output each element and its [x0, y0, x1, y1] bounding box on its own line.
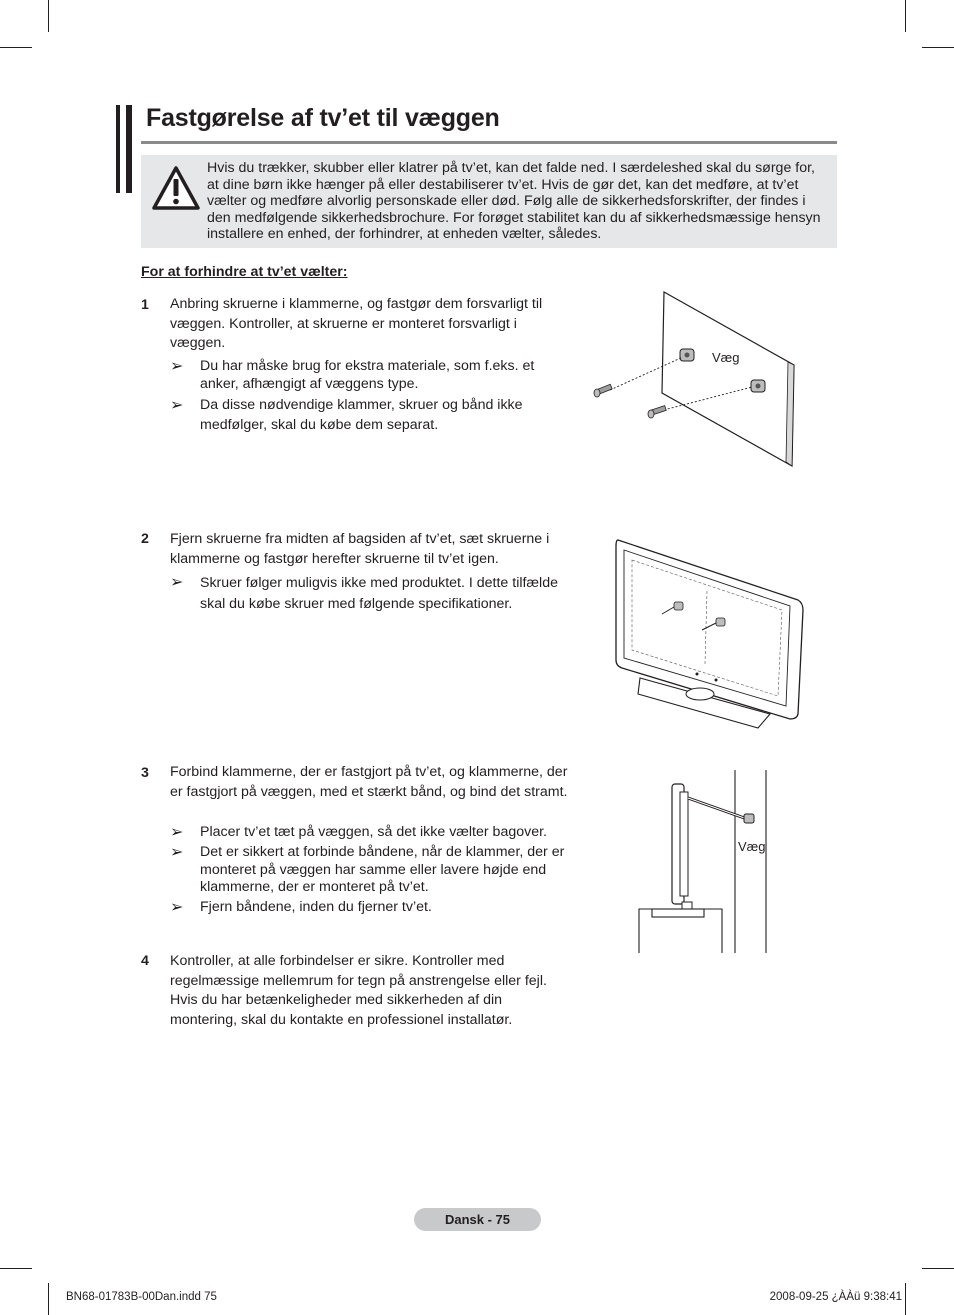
crop-mark	[905, 1283, 906, 1315]
wall-bracket-illustration	[588, 290, 798, 470]
section-subheading: For at forhindre at tv’et vælter:	[141, 264, 348, 280]
step-text: Kontroller, at alle forbindelser er sikre. Kontroller med regelmæssige mellemrum for tegn på anstrengelse eller fejl. Hvis du har betænkeligheder med sikkerheden af din montering, skal du kontakte en professionel installatør.	[170, 953, 547, 1028]
screw-icon	[648, 406, 666, 418]
wall-bracket	[751, 380, 765, 392]
step-number: 1	[141, 297, 149, 313]
screw-icon	[594, 384, 612, 397]
wall-bracket	[680, 349, 694, 361]
crop-mark	[922, 1268, 954, 1269]
crop-mark	[905, 0, 906, 32]
note-text: Da disse nødvendige klammer, skruer og bånd ikke medfølger, skal du købe dem separat.	[200, 397, 523, 433]
wall-label: Væg	[738, 839, 766, 854]
arrow-icon: ➢	[170, 574, 184, 591]
footer-file-info: BN68-01783B-00Dan.indd 75	[66, 1291, 217, 1303]
crop-mark	[48, 1283, 49, 1315]
note-text: Skruer følger muligvis ikke med produktet. I dette tilfælde skal du købe skruer med følgende specifikationer.	[200, 575, 558, 612]
step-text: Forbind klammerne, der er fastgjort på tv’et, og klammerne, der er fastgjort på væggen, med et stærkt bånd, og bind det stramt.	[170, 764, 568, 800]
warning-icon	[151, 165, 201, 211]
note	[170, 396, 570, 435]
warning-box	[141, 155, 837, 248]
crop-mark	[922, 47, 954, 48]
wall-label: Væg	[712, 350, 740, 365]
note-text: Det er sikkert at forbinde båndene, når de klammer, der er monteret på væggen har samme eller lavere højde end klammerne, der er monteret på tv’et.	[200, 844, 565, 896]
arrow-icon: ➢	[170, 844, 184, 861]
warning-text: Hvis du trækker, skubber eller klatrer på tv’et, kan det falde ned. I særdeleshed skal du sørge for, at dine børn ikke hænger på eller destabiliserer tv’et. Hvis de gør det, kan det medføre, at tv’et vælter og medføre alvorlig personskade eller død. Følg alle de sikkerhedsforskrifter, der findes i den medfølgende sikkerhedsbrochure. For forøget stabilitet kan du af sikkerhedsmæssige hensyn installere en enhed, der forhindrer, at enheden vælter, således.	[207, 160, 821, 243]
crop-mark	[0, 1268, 32, 1269]
wall-bracket	[744, 814, 754, 823]
tv-back-illustration	[612, 536, 808, 732]
step-number: 4	[141, 953, 149, 969]
step-number: 2	[141, 531, 149, 547]
title-rule	[141, 141, 837, 144]
arrow-icon: ➢	[170, 824, 184, 841]
note-text: Fjern båndene, inden du fjerner tv’et.	[200, 899, 432, 915]
step-text: Fjern skruerne fra midten af bagsiden af tv’et, sæt skruerne i klammerne og fastgør herefter skruerne til tv’et igen.	[170, 531, 550, 567]
arrow-icon: ➢	[170, 899, 184, 916]
note-text: Du har måske brug for ekstra materiale, som f.eks. et anker, afhængigt af væggens type.	[200, 358, 535, 392]
page-number: Dansk - 75	[414, 1208, 541, 1231]
note	[170, 899, 570, 917]
note	[170, 824, 570, 842]
title-accent-bar	[116, 105, 132, 193]
step-text: Anbring skruerne i klammerne, og fastgør dem forsvarligt til væggen. Kontroller, at skruerne er monteret forsvarligt i væggen.	[170, 296, 543, 352]
page-title: Fastgørelse af tv’et til væggen	[146, 104, 500, 132]
note-text: Placer tv’et tæt på væggen, så det ikke vælter bagover.	[200, 824, 547, 840]
arrow-icon: ➢	[170, 397, 184, 414]
tv-strap-side-illustration	[636, 770, 770, 955]
step-number: 3	[141, 765, 149, 781]
note	[170, 573, 570, 614]
arrow-icon: ➢	[170, 358, 184, 375]
note	[170, 844, 570, 897]
crop-mark	[0, 47, 32, 48]
footer-timestamp: 2008-09-25 ¿ÀÀü 9:38:41	[769, 1291, 902, 1303]
crop-mark	[48, 0, 49, 32]
note	[170, 358, 570, 393]
